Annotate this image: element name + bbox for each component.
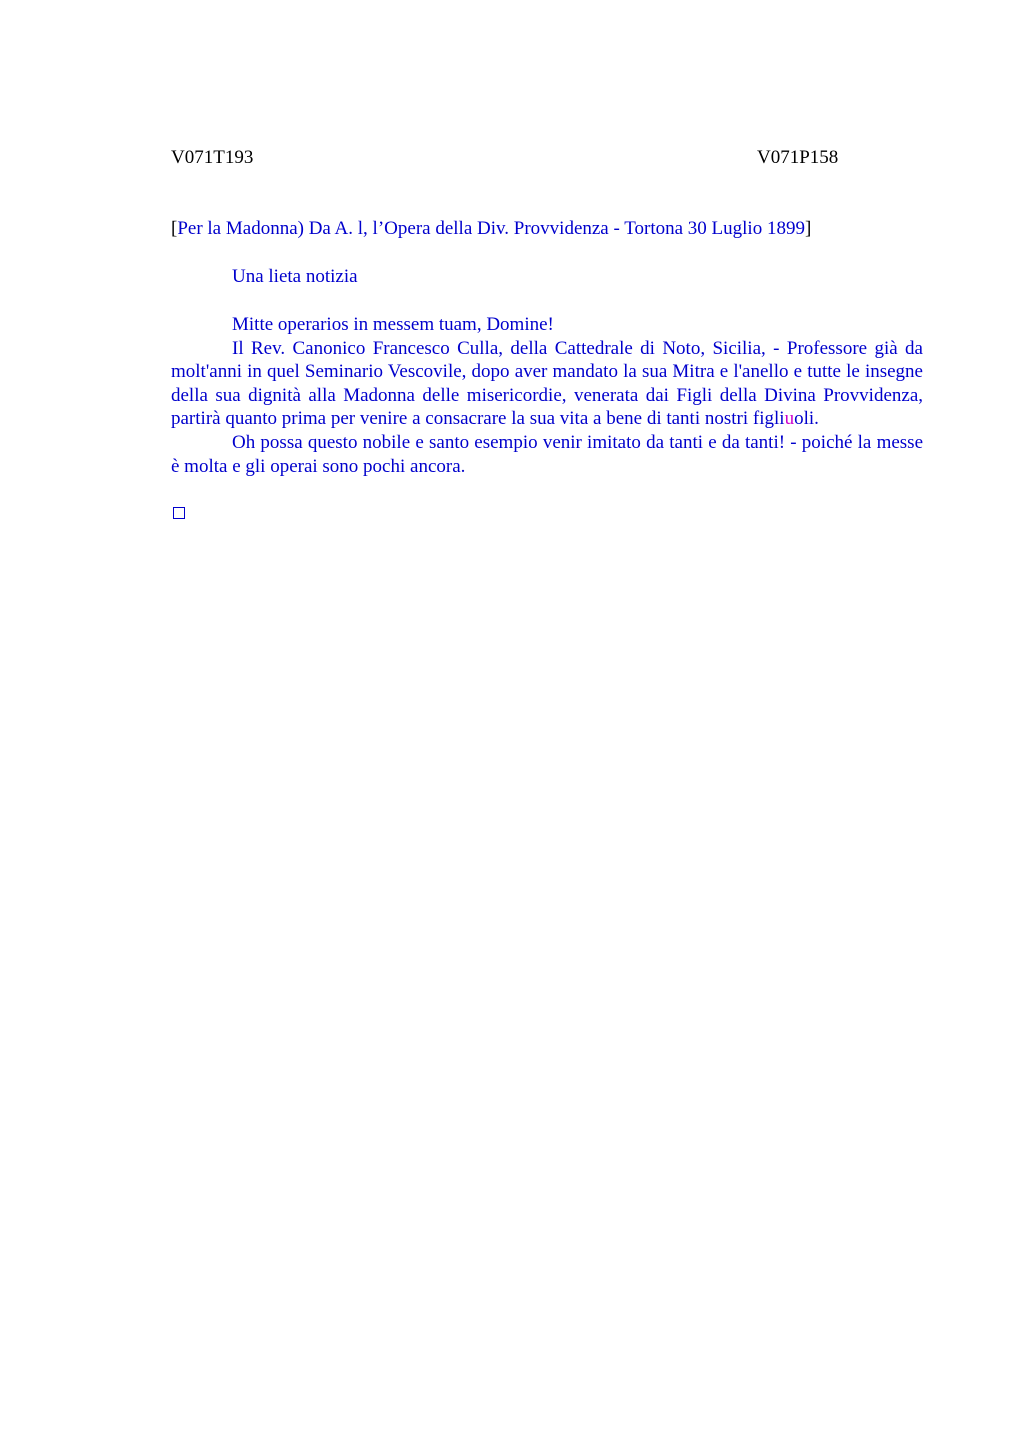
document-code-left: V071T193 [171, 147, 254, 168]
paragraph-2: Oh possa questo nobile e santo esempio venir imitato da tanti e da tanti! - poiché la messe è molta e gli operai sono pochi ancora. [171, 431, 923, 477]
paragraph-1-end: oli. [794, 408, 819, 430]
title-text: Per la Madonna) Da A. l, l’Opera della Div. Provvidenza - Tortona 30 Luglio 1899 [177, 218, 805, 239]
document-title [171, 217, 811, 241]
title-close-bracket: ] [804, 218, 812, 239]
paragraph-1 [171, 337, 923, 431]
end-marker-box-icon [173, 507, 185, 519]
page-code-right: V071P158 [757, 147, 839, 168]
title-open-bracket: [ [171, 218, 178, 239]
highlighted-letter: u [784, 408, 795, 430]
article-subtitle: Una lieta notizia [232, 266, 358, 287]
article-body [171, 313, 923, 478]
motto-line: Mitte operarios in messem tuam, Domine! [232, 314, 554, 335]
paragraph-1-text: Il Rev. Canonico Francesco Culla, della Cattedrale di Noto, Sicilia, - Professore già da molt'anni in quel Seminario Vescovile, dopo aver mandato la sua Mitra e l'anello e tutte le insegne della sua dignità alla Madonna delle misericordie, venerata dai Figli della Divina Provvidenza, partirà quanto prima per venire a consacrare la sua vita a bene di tanti nostri figli [171, 337, 923, 430]
document-page [171, 0, 923, 1450]
